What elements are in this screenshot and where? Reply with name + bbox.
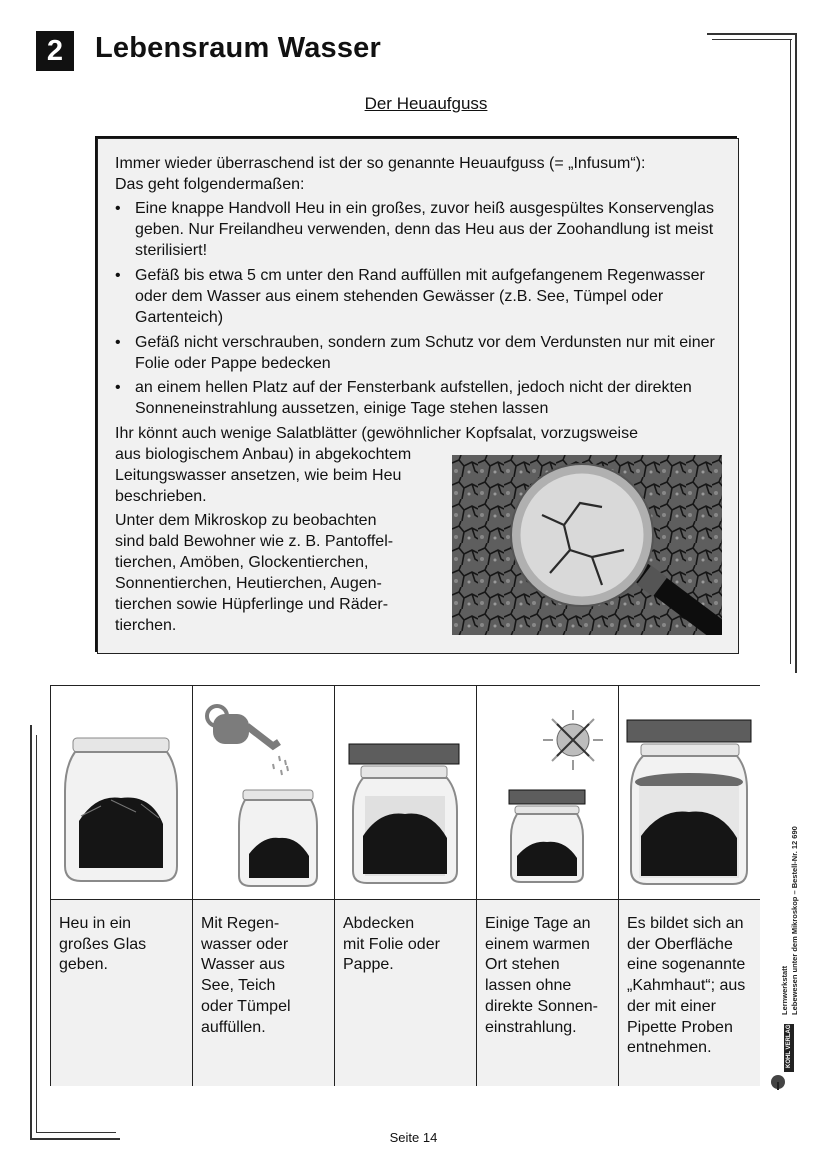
step-image-2 bbox=[193, 686, 334, 900]
frame-line-right-inner bbox=[790, 39, 791, 664]
step-column-1 bbox=[51, 686, 193, 1085]
publisher-logo-text: KOHL VERLAG bbox=[786, 1024, 792, 1068]
publisher-logo bbox=[770, 1020, 798, 1092]
step-text-2: Mit Regen- wasser oder Wasser aus See, Teich oder Tümpel auffüllen. bbox=[193, 900, 334, 1086]
section-subtitle: Der Heuaufguss bbox=[364, 94, 488, 113]
step-image-1 bbox=[51, 686, 192, 900]
steps-table bbox=[50, 685, 760, 1086]
page-number: Seite 14 bbox=[389, 1130, 438, 1145]
sidebar-series-title: Lernwerkstatt bbox=[780, 965, 789, 1015]
frame-line-top-inner bbox=[712, 39, 792, 40]
step-column-2 bbox=[193, 686, 335, 1085]
frame-line-left bbox=[30, 725, 32, 1140]
page-title: Lebensraum Wasser bbox=[95, 32, 381, 64]
frame-line-right bbox=[795, 33, 797, 673]
bullet-marker: • bbox=[115, 267, 121, 284]
intro-line-2: Das geht folgendermaßen: bbox=[115, 176, 305, 193]
magnifier-photo bbox=[452, 455, 722, 635]
intro-line-1: Immer wieder überraschend ist der so genannte Heuaufguss (= „Infusum“): bbox=[115, 155, 646, 172]
bullet-marker: • bbox=[115, 200, 121, 217]
step-image-5 bbox=[619, 686, 760, 900]
step-image-4 bbox=[477, 686, 618, 900]
microscope-paragraph: Unter dem Mikroskop zu beobachten sind bald Bewohner wie z. B. Pantoffel- tierchen, Amöben, Glockentierchen, Sonnentierchen, Heutierchen, Augen- tierchen sowie Hüpferlinge und Räder- tierchen. bbox=[115, 512, 394, 634]
bullet-marker: • bbox=[115, 334, 121, 351]
step-column-5 bbox=[619, 686, 760, 1085]
bullet-item: an einem hellen Platz auf der Fensterbank aufstellen, jedoch nicht der direkten Sonneneinstrahlung aussetzen, einige Tage stehen lassen bbox=[135, 379, 692, 417]
step-image-3 bbox=[335, 686, 476, 900]
step-text-4: Einige Tage an einem warmen Ort stehen lassen ohne direkte Sonnen- einstrahlung. bbox=[477, 900, 618, 1086]
step-text-1: Heu in ein großes Glas geben. bbox=[51, 900, 192, 1086]
step-column-3 bbox=[335, 686, 477, 1085]
frame-line-top bbox=[707, 33, 797, 35]
sidebar-order-info: Lebewesen unter dem Mikroskop – Bestell-Nr. 12 690 bbox=[790, 826, 799, 1015]
bullet-item: Gefäß nicht verschrauben, sondern zum Schutz vor dem Verdunsten nur mit einer Folie oder Pappe bedecken bbox=[135, 334, 715, 372]
salad-paragraph-line1: Ihr könnt auch wenige Salatblätter (gewöhnlicher Kopfsalat, vorzugsweise bbox=[115, 425, 638, 442]
step-text-3: Abdecken mit Folie oder Pappe. bbox=[335, 900, 476, 1086]
salad-paragraph-rest: aus biologischem Anbau) in abgekochtem Leitungswasser ansetzen, wie beim Heu beschrieben. bbox=[115, 446, 412, 505]
chapter-number-badge: 2 bbox=[36, 31, 74, 71]
frame-line-left-inner bbox=[36, 735, 37, 1133]
bullet-item: Gefäß bis etwa 5 cm unter den Rand auffüllen mit aufgefangenem Regenwasser oder dem Wasser aus einem stehenden Gewässer (z.B. See, Tümpel oder Gartenteich) bbox=[135, 267, 705, 326]
bullet-marker: • bbox=[115, 379, 121, 396]
step-column-4 bbox=[477, 686, 619, 1085]
bullet-item: Eine knappe Handvoll Heu in ein großes, zuvor heiß ausgespültes Konservenglas geben. Nur Freilandheu verwenden, denn das Heu aus der Zoohandlung ist meist sterilisiert! bbox=[135, 200, 715, 259]
step-text-5: Es bildet sich an der Oberfläche eine sogenannte „Kahmhaut“; aus der mit einer Pipette Proben entnehmen. bbox=[619, 900, 760, 1086]
